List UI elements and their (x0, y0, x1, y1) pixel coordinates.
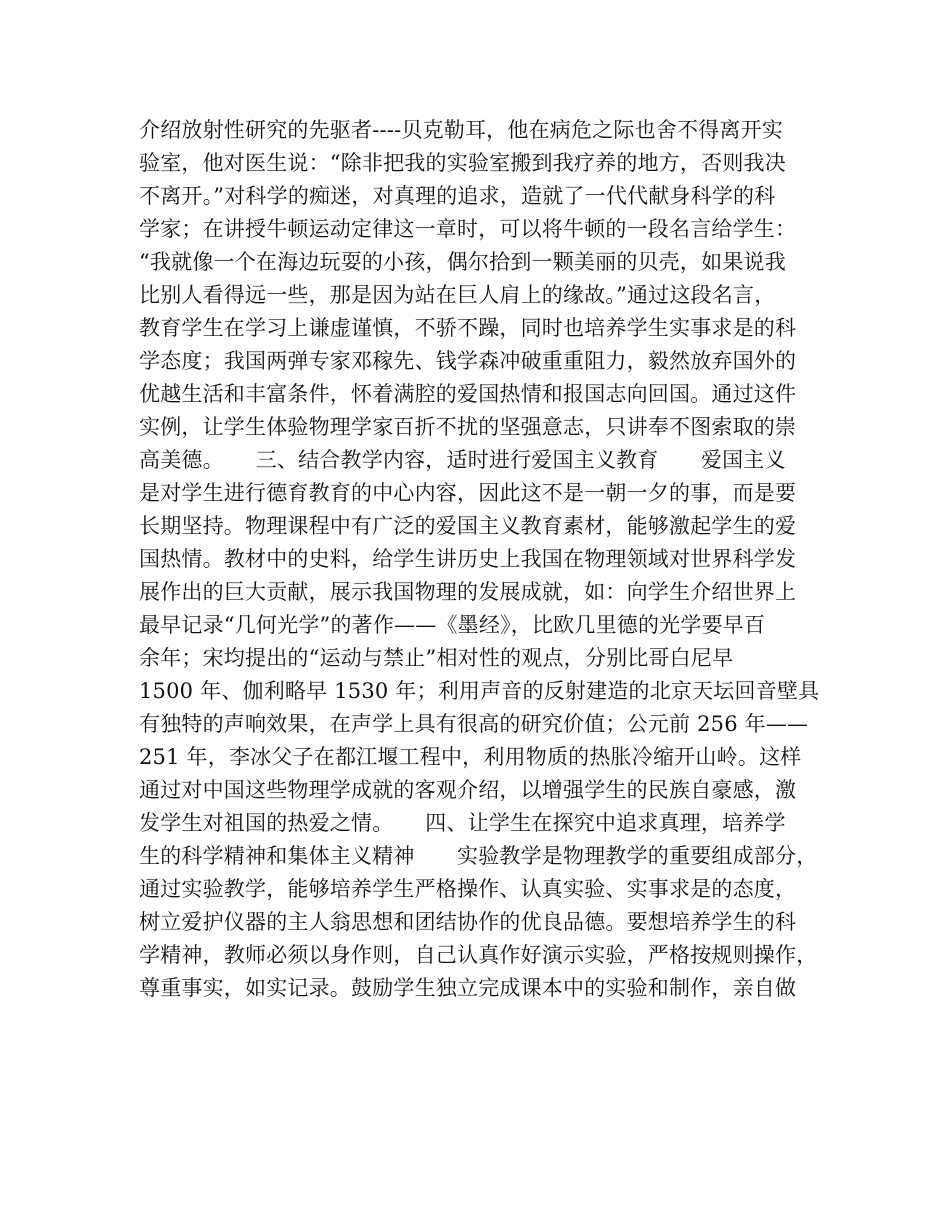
text-line: 展作出的巨大贡献，展示我国物理的发展成就，如：向学生介绍世界上 (139, 580, 797, 604)
text-line: 生的科学精神和集体主义精神 实验教学是物理教学的重要组成部分， (139, 844, 818, 868)
text-line: 介绍放射性研究的先驱者----贝克勒耳，他在病危之际也舍不得离开实 (139, 118, 783, 142)
text-line: 实例，让学生体验物理学家百折不扰的坚强意志，只讲奉不图索取的崇 (139, 415, 797, 439)
text-line: 通过实验教学，能够培养学生严格操作、认真实验、实事求是的态度， (139, 877, 797, 901)
text-line: 最早记录“几何光学”的著作——《墨经》，比欧几里德的光学要早百 (139, 613, 766, 637)
text-line: 余年；宋均提出的“运动与禁止”相对性的观点，分别比哥白尼早 (139, 646, 734, 670)
text-line: “我就像一个在海边玩耍的小孩，偶尔拾到一颗美丽的贝壳，如果说我 (139, 250, 786, 274)
text-line: 是对学生进行德育教育的中心内容，因此这不是一朝一夕的事，而是要 (139, 481, 797, 505)
text-line: 国热情。教材中的史料，给学生讲历史上我国在物理领域对世界科学发 (139, 547, 797, 571)
text-line: 验室，他对医生说：“除非把我的实验室搬到我疗养的地方，否则我决 (139, 151, 786, 175)
text-line: 不离开。”对科学的痴迷，对真理的追求，造就了一代代献身科学的科 (139, 184, 776, 208)
text-line: 学家；在讲授牛顿运动定律这一章时，可以将牛顿的一段名言给学生： (139, 217, 797, 241)
text-line: 长期坚持。物理课程中有广泛的爱国主义教育素材，能够激起学生的爱 (139, 514, 797, 538)
text-line: 高美德。 三、结合教学内容，适时进行爱国主义教育 爱国主义 (139, 448, 786, 472)
text-line: 有独特的声响效果，在声学上具有很高的研究价值；公元前 256 年—— (139, 712, 809, 736)
text-line: 学态度；我国两弹专家邓稼先、钱学森冲破重重阻力，毅然放弃国外的 (139, 349, 797, 373)
text-line: 尊重事实，如实记录。鼓励学生独立完成课本中的实验和制作，亲自做 (139, 976, 797, 1000)
text-line: 1500 年、伽利略早 1530 年；利用声音的反射建造的北京天坛回音壁具 (139, 679, 820, 703)
body-text (139, 114, 829, 1005)
text-line: 学精神，教师必须以身作则，自己认真作好演示实验，严格按规则操作， (139, 943, 818, 967)
text-line: 发学生对祖国的热爱之情。 四、让学生在探究中追求真理，培养学 (139, 811, 786, 835)
text-line: 通过对中国这些物理学成就的客观介绍，以增强学生的民族自豪感，激 (139, 778, 797, 802)
text-line: 比别人看得远一些，那是因为站在巨人肩上的缘故。”通过这段名言， (139, 283, 776, 307)
text-line: 教育学生在学习上谦虚谨慎，不骄不躁，同时也培养学生实事求是的科 (139, 316, 797, 340)
text-line: 优越生活和丰富条件，怀着满腔的爱国热情和报国志向回国。通过这件 (139, 382, 797, 406)
text-line: 树立爱护仪器的主人翁思想和团结协作的优良品德。要想培养学生的科 (139, 910, 797, 934)
text-line: 251 年，李冰父子在都江堰工程中，利用物质的热胀冷缩开山岭。这样 (139, 745, 802, 769)
